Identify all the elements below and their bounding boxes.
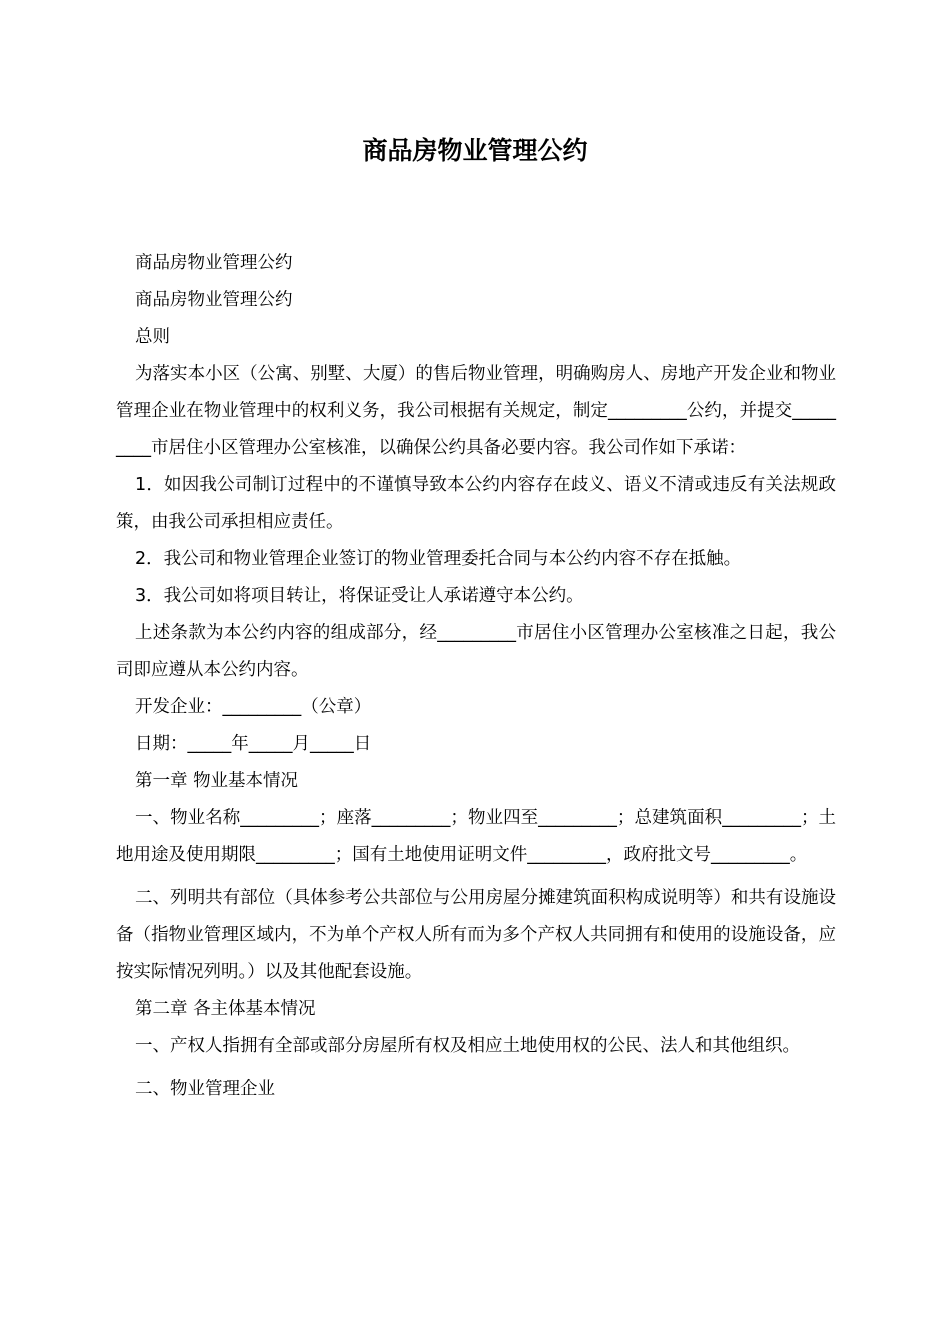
paragraph-approval: 上述条款为本公约内容的组成部分，经_________市居住小区管理办公室核准之日起，我公司即应遵从本公约内容。: [116, 623, 836, 680]
paragraph-general-heading: 总则: [135, 327, 170, 347]
paragraph-subtitle-2: 商品房物业管理公约: [135, 290, 293, 310]
document-body: [116, 245, 836, 1108]
paragraph-property-owner: 一、产权人指拥有全部或部分房屋所有权及相应土地使用权的公民、法人和其他组织。: [135, 1036, 800, 1056]
paragraph-commitment-1: 1．如因我公司制订过程中的不谨慎导致本公约内容存在歧义、语义不清或违反有关法规政策，由我公司承担相应责任。: [116, 475, 836, 532]
paragraph-management-company: 二、物业管理企业: [135, 1079, 275, 1099]
paragraph-commitment-2: 2．我公司和物业管理企业签订的物业管理委托合同与本公约内容不存在抵触。: [135, 549, 742, 569]
paragraph-commitment-3: 3．我公司如将项目转让，将保证受让人承诺遵守本公约。: [135, 586, 584, 606]
paragraph-shared-parts: 二、列明共有部位（具体参考公共部位与公用房屋分摊建筑面积构成说明等）和共有设施设备（指物业管理区域内，不为单个产权人所有而为多个产权人共同拥有和使用的设施设备，应按实际情况列明。）以及其他配套设施。: [116, 888, 836, 982]
paragraph-property-info: 一、物业名称_________；座落_________；物业四至_________；总建筑面积_________；土地用途及使用期限_________；国有土地使用证明文件_________，政府批文号_________。: [116, 808, 836, 865]
document-title: 商品房物业管理公约: [362, 136, 588, 165]
paragraph-developer-seal: 开发企业：_________（公章）: [135, 697, 372, 717]
paragraph-date: 日期：_____年_____月_____日: [135, 734, 372, 754]
chapter-1-heading: 第一章 物业基本情况: [135, 771, 299, 791]
paragraph-subtitle-1: 商品房物业管理公约: [135, 253, 293, 273]
paragraph-intro: 为落实本小区（公寓、别墅、大厦）的售后物业管理，明确购房人、房地产开发企业和物业管理企业在物业管理中的权利义务，我公司根据有关规定，制定_________公约，并提交_________市居住小区管理办公室核准，以确保公约具备必要内容。我公司作如下承诺：: [116, 364, 836, 458]
chapter-2-heading: 第二章 各主体基本情况: [135, 999, 316, 1019]
